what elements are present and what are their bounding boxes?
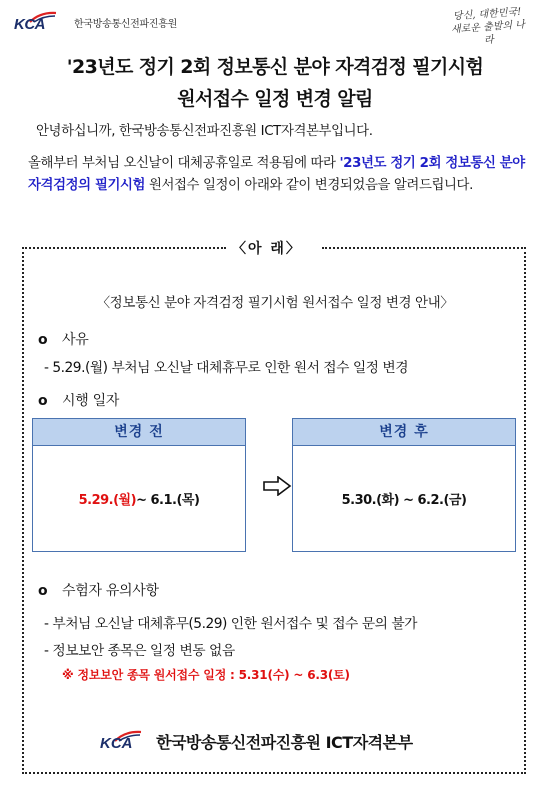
date-heading (38, 390, 119, 410)
reason-heading (38, 329, 88, 349)
right-arrow-icon (262, 476, 292, 496)
bullet-icon: o (38, 332, 48, 348)
page-title-line1: '23년도 정기 2회 정보통신 분야 자격검정 필기시험 (66, 56, 484, 78)
intro-body-highlight: '23년도 정기 2회 정보통신 분야 자격검정의 필기시험 (28, 156, 525, 193)
before-panel (32, 418, 246, 552)
page-title-line2: 원서접수 일정 변경 알림 (177, 88, 373, 110)
before-date-red: 5.29.(월) (78, 492, 137, 508)
section-label: 〈아 래〉 (232, 241, 302, 257)
logo-text: KCA (14, 16, 45, 33)
intro-body-suffix: 원서접수 일정이 아래와 같이 변경되었음을 알려드립니다. (145, 178, 473, 193)
footer-logo-text: KCA (100, 734, 133, 752)
before-panel-date (33, 445, 245, 551)
caution-item-2: - 정보보안 종목은 일정 변동 없음 (44, 643, 235, 659)
greeting-text: 안녕하십니까, 한국방송통신전파진흥원 ICT자격본부입니다. (36, 124, 373, 139)
date-heading-text: 시행 일자 (62, 393, 120, 409)
org-name: 한국방송통신전파진흥원 (74, 18, 177, 30)
caution-heading-text: 수험자 유의사항 (62, 583, 159, 599)
intro-body-prefix: 올해부터 부처님 오신날이 대체공휴일로 적용됨에 따라 (28, 156, 340, 171)
frame-top-right-border (322, 247, 526, 249)
reason-text: - 5.29.(월) 부처님 오신날 대체휴무로 인한 원서 접수 일정 변경 (44, 360, 409, 376)
before-panel-label: 변경 전 (33, 419, 245, 446)
intro-body (28, 153, 528, 197)
slogan-line2: 새로운 출발의 나라 (450, 19, 526, 47)
after-panel-date: 5.30.(화) ~ 6.2.(금) (341, 492, 467, 508)
security-note: ※ 정보보안 종목 원서접수 일정 : 5.31(수) ~ 6.3(토) (62, 668, 350, 682)
notice-subtitle: 〈정보통신 분야 자격검정 필기시험 원서접수 일정 변경 안내〉 (96, 295, 454, 311)
footer-org: 한국방송통신전파진흥원 ICT자격본부 (156, 733, 413, 752)
after-panel-label: 변경 후 (293, 419, 515, 446)
after-panel (292, 418, 516, 552)
kca-logo-icon (14, 11, 68, 33)
caution-item-1: - 부처님 오신날 대체휴무(5.29) 인한 원서접수 및 접수 문의 불가 (44, 616, 417, 632)
bullet-icon: o (38, 393, 48, 409)
slogan-handwriting (447, 5, 530, 49)
footer-kca-logo-icon (100, 732, 148, 752)
reason-heading-text: 사유 (62, 332, 89, 348)
caution-heading (38, 580, 159, 600)
frame-top-left-border (22, 247, 226, 249)
footer (100, 730, 413, 753)
before-date-rest: ~ 6.1.(목) (136, 492, 200, 508)
header-logo (14, 11, 177, 33)
bullet-icon: o (38, 583, 48, 599)
slogan-line1: 당신, 대한민국! (452, 6, 522, 23)
